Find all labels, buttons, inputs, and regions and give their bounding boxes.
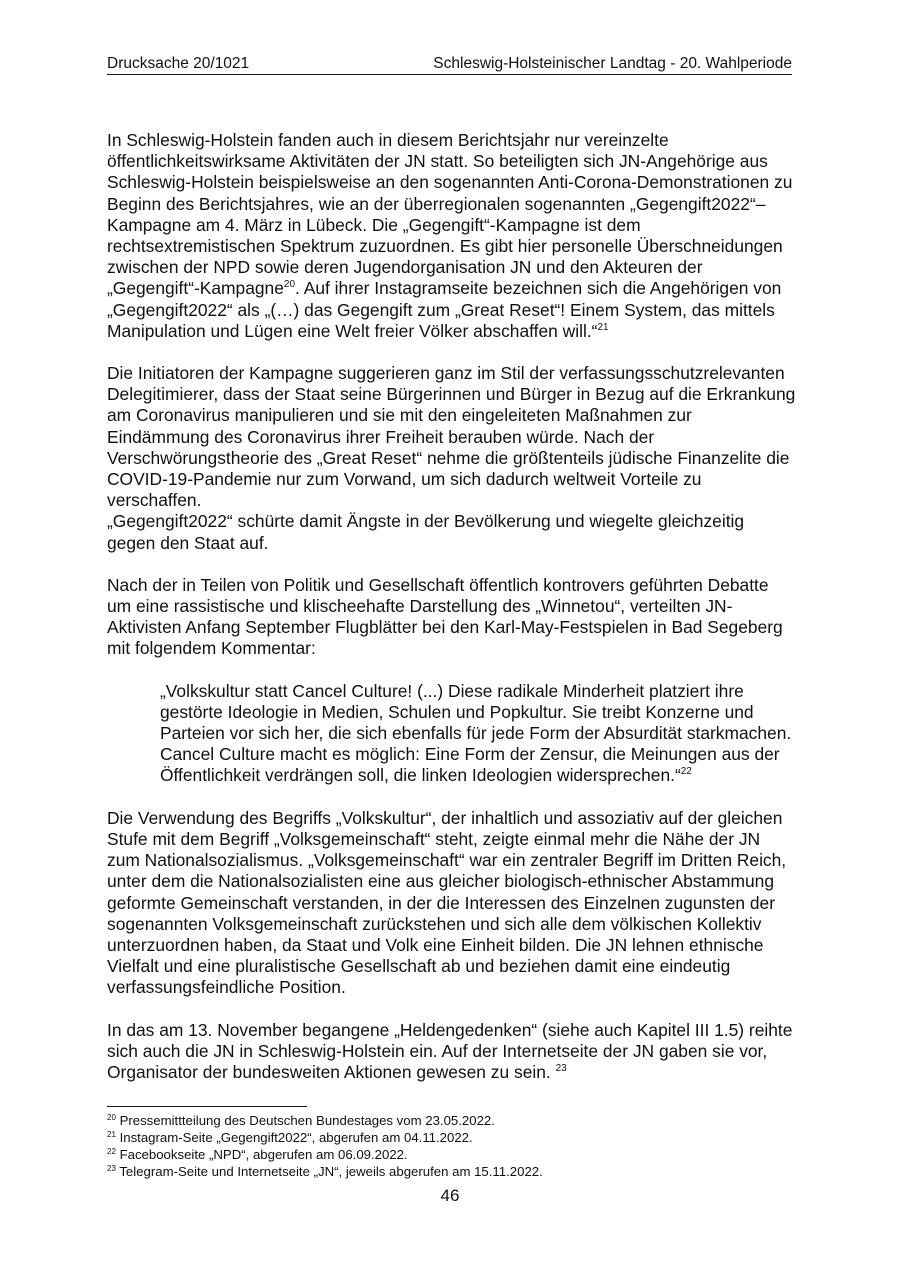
page-number: 46	[440, 1186, 460, 1205]
footnote-22: $^{22}$ Facebookseite „NPD“, abgerufen am 06.09.2022.	[107, 1147, 408, 1162]
footnote-ref-20[interactable]: 20	[283, 279, 296, 291]
document-number: Drucksache 20/1021	[107, 55, 250, 72]
footnotes	[107, 1112, 797, 1180]
parliament-title: Schleswig-Holsteinischer Landtag - 20. Wahlperiode	[433, 55, 792, 72]
paragraph-2: Die Initiatoren der Kampagne suggerieren ganz im Stil der verfassungsschutzrelevanten Delegitimierer, dass der Staat seine Bürgerinnen und Bürger in Bezug auf die Erkrankung am Coronavirus manipulieren und sie mit den eingeleiteten Maßnahmen zur Eindämmung des Coronavirus ihrer Freiheit berauben würde. Nach der Verschwörungstheorie des „Great Reset“ nehme die größtenteils jüdische Finanzelite die COVID-19-Pandemie nur zum Vorwand, um sich dadurch weltweit Vorteile zu verschaffen.	[107, 363, 796, 511]
paragraph-5: Die Verwendung des Begriffs „Volkskultur“, der inhaltlich und assoziativ auf der gleichen Stufe mit dem Begriff „Volksgemeinschaft“ steht, zeigte einmal mehr die Nähe der JN zum Nationalsozialismus. „Volksgemeinschaft“ war ein zentraler Begriff im Dritten Reich, unter dem die Nationalsozialisten eine aus gleicher biologisch-ethnischer Abstammung geformte Gemeinschaft verstanden, in der die Interessen des Einzelnen zugunsten der sogenannten Volksgemeinschaft zurückstehen und sich alle dem völkischen Kollektiv unterzuordnen haben, da Staat und Volk eine Einheit bilden. Die JN lehnen ethnische Vielfalt und eine pluralistische Gesellschaft ab und beziehen damit eine eindeutig verfassungsfeindliche Position.	[107, 807, 787, 998]
block-quote: „Volkskultur statt Cancel Culture! (...) Diese radikale Minderheit platziert ihre gestörte Ideologie in Medien, Schulen und Popkultur. Sie treibt Konzerne und Parteien vor sich her, die sich ebenfalls für jede Form der Absurdität starkmachen. Cancel Culture macht es möglich: Eine Form der Zensur, die Meinungen aus der Öffentlichkeit verdrängen soll, die linken Ideologien widersprechen.“$^{22}$	[160, 680, 792, 786]
page-header	[107, 55, 792, 75]
paragraph-3: „Gegengift2022“ schürte damit Ängste in der Bevölkerung und wiegelte gleichzeitig gegen den Staat auf.	[107, 511, 745, 553]
paragraph-4: Nach der in Teilen von Politik und Gesellschaft öffentlich kontrovers geführten Debatte um eine rassistische und klischeehafte Darstellung des „Winnetou“, verteilten JN-Aktivisten Anfang September Flugblätter bei den Karl-May-Festspielen in Bad Segeberg mit folgendem Kommentar:	[107, 574, 783, 659]
footnote-20: $^{20}$ Pressemittteilung des Deutschen Bundestages vom 23.05.2022.	[107, 1113, 495, 1128]
footnote-23: $^{23}$ Telegram-Seite und Internetseite „JN“, jeweils abgerufen am 15.11.2022.	[107, 1164, 543, 1179]
paragraph-6: In das am 13. November begangene „Heldengedenken“ (siehe auch Kapitel III 1.5) reihte sich auch die JN in Schleswig-Holstein ein. Auf der Internetseite der JN gaben sie vor, Organisator der bundesweiten Aktionen gewesen zu sein. $^{23}$	[107, 1019, 793, 1082]
footnote-divider	[107, 1106, 307, 1107]
footnote-ref-23[interactable]: 23	[555, 1062, 567, 1074]
footnote-21: $^{21}$ Instagram-Seite „Gegengift2022“, abgerufen am 04.11.2022.	[107, 1130, 473, 1145]
document-body	[107, 130, 797, 1083]
paragraph-1: In Schleswig-Holstein fanden auch in diesem Berichtsjahr nur vereinzelte öffentlichkeitswirksame Aktivitäten der JN statt. So beteiligten sich JN-Angehörige aus Schleswig-Holstein beispielsweise an den sogenannten Anti-Corona-Demonstrationen zu Beginn des Berichtsjahres, wie an der überregionalen sogenannten „Gegengift2022“–Kampagne am 4. März in Lübeck. Die „Gegengift“-Kampagne ist dem rechtsextremistischen Spektrum zuzuordnen. Es gibt hier personelle Überschneidungen zwischen der NPD sowie deren Jugendorganisation JN und den Akteuren der „Gegengift“-Kampagne$^{20}$. Auf ihrer Instagramseite bezeichnen sich die Angehörigen von „Gegengift2022“ als „(…) das Gegengift zum „Great Reset“! Einem System, das mittels Manipulation und Lügen eine Welt freier Völker abschaffen will.“$^{21}$	[107, 130, 793, 341]
footnote-ref-21[interactable]: 21	[597, 321, 609, 333]
footnote-ref-22[interactable]: 22	[680, 766, 692, 778]
